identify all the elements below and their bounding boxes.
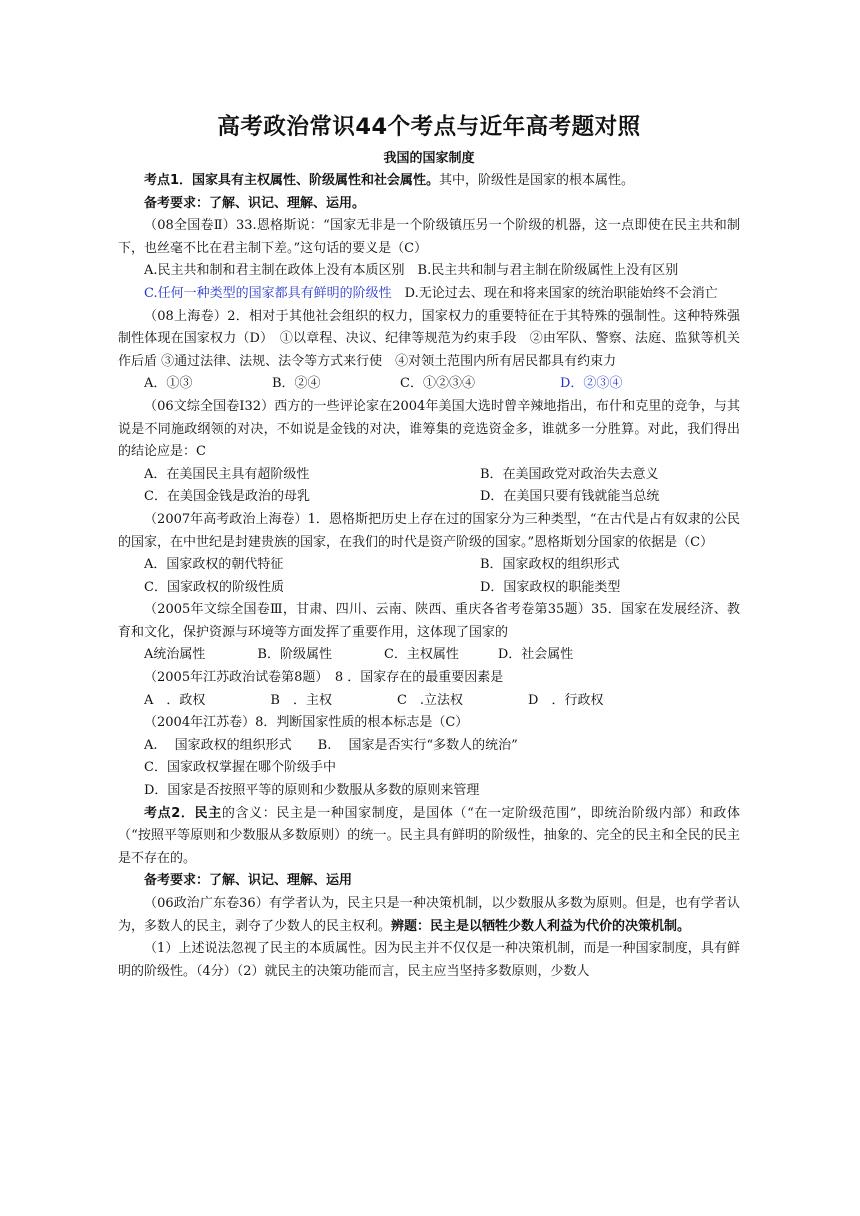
- keypoint-2: [118, 803, 740, 871]
- question-3-option-a: A．在美国民主具有超阶级性: [144, 466, 310, 482]
- question-3-stem: （06文综全国卷I32）西方的一些评论家在2004年美国大选时曾辛辣地指出，布什和克里的竞争，与其说是不同施政纲领的对决，不如说是金钱的对决，谁筹集的竞选资金多，谁就多一分胜算。对此，我们得出的结论应是：C: [118, 398, 740, 460]
- keypoint-1-requirement: 备考要求：了解、识记、理解、运用。: [144, 195, 366, 211]
- question-2-options: [118, 373, 740, 396]
- question-3-options-ab: [118, 464, 740, 487]
- question-4-option-d: D．国家政权的职能类型: [480, 579, 621, 595]
- question-3-option-b: B．在美国政党对政治失去意义: [480, 466, 659, 482]
- question-2-option-d: D．②③④: [560, 376, 623, 392]
- question-8-stem: [118, 893, 740, 938]
- keypoint-2-text: 的含义：民主是一种国家制度，是国体（“在一定阶级范围”，即统治阶级内部）和政体（“按照平等原则和少数服从多数原则）的统一。民主具有鲜明的阶级性，抽象的、完全的民主和全民的民主是不存在的。: [118, 805, 741, 866]
- question-5-stem: （2005年文综全国卷Ⅲ，甘肃、四川、云南、陕西、重庆各省考卷第35题）35．国家在发展经济、教育和文化，保护资源与环境等方面发挥了重要作用，这体现了国家的: [118, 602, 740, 640]
- question-1-options-ab: A.民主共和制和君主制在政体上没有本质区别 B.民主共和制与君主制在阶级属性上没有区别: [144, 263, 679, 279]
- question-4-options-ab: [118, 554, 740, 577]
- question-4-stem: （2007年高考政治上海卷）1．恩格斯把历史上存在过的国家分为三种类型，“在古代是占有奴隶的公民的国家，在中世纪是封建贵族的国家，在我们的时代是资产阶级的国家。”恩格斯划分国家的依据是（C）: [118, 511, 740, 550]
- question-7-stem: （2004年江苏卷）8．判断国家性质的根本标志是（C）: [144, 715, 469, 731]
- question-4-options-cd: [118, 577, 740, 600]
- question-7-option-d: D．国家是否按照平等的原则和少数服从多数的原则来管理: [144, 783, 480, 799]
- question-8-answer: （1）上述说法忽视了民主的本质属性。因为民主并不仅仅是一种决策机制，而是一种国家制度，具有鲜明的阶级性。（4分）（2）就民主的决策功能而言，民主应当坚持多数原则，少数人: [118, 941, 740, 979]
- question-4-option-c: C．国家政权的阶级性质: [144, 579, 284, 595]
- keypoint-1: [118, 170, 740, 193]
- question-7-option-c: C．国家政权掌握在哪个阶级手中: [144, 760, 336, 776]
- question-2-option-c: C．①②③④: [400, 376, 475, 392]
- question-2-option-b: B．②④: [272, 376, 321, 392]
- keypoint-2-requirement: 备考要求：了解、识记、理解、运用: [144, 873, 353, 889]
- question-2-option-a: A．①③: [144, 376, 193, 392]
- question-6-options: A ．政权 B ．主权 C .立法权 D ．行政权: [144, 692, 604, 708]
- question-1-options-cd: [118, 283, 740, 306]
- document-page: [118, 110, 740, 983]
- question-1-option-c: C.任何一种类型的国家都具有鲜明的阶级性: [144, 285, 392, 301]
- question-1-option-d: D.无论过去、现在和将来国家的统治职能始终不会消亡: [391, 285, 718, 301]
- document-title: 高考政治常识44个考点与近年高考题对照: [217, 114, 641, 140]
- question-3-options-cd: [118, 486, 740, 509]
- question-5-options: A统治属性 B．阶级属性 C．主权属性 D．社会属性: [144, 647, 574, 663]
- question-8-text: （06政治广东卷36）有学者认为，民主只是一种决策机制，以少数服从多数为原则。但是，也有学者认为，多数人的民主，剥夺了少数人的民主权利。: [118, 896, 740, 934]
- question-4-option-b: B．国家政权的组织形式: [480, 557, 620, 573]
- question-8-prompt: 辨题：民主是以牺牲少数人利益为代价的决策机制。: [391, 918, 691, 934]
- question-1-stem: （08全国卷Ⅱ）33.恩格斯说：“国家无非是一个阶级镇压另一个阶级的机器，这一点即使在民主共和制下，也丝毫不比在君主制下差。”这句话的要义是（C）: [118, 218, 740, 256]
- question-3-option-d: D．在美国只要有钱就能当总统: [480, 489, 660, 505]
- question-6-stem: （2005年江苏政治试卷第8题） 8 ．国家存在的最重要因素是: [144, 670, 504, 686]
- keypoint-1-heading: 考点1．国家具有主权属性、阶级属性和社会属性。: [144, 173, 440, 188]
- question-2-stem: （08上海卷）2．相对于其他社会组织的权力，国家权力的重要特征在于其特殊的强制性。这种特殊强制性体现在国家权力（D） ①以章程、决议、纪律等规范为约束手段 ②由军队、警察、法庭、监狱等机关作后盾 ③通过法律、法规、法令等方式来行使 ④对领土范围内所有居民都具有约束力: [118, 308, 740, 369]
- keypoint-1-text: 其中，阶级性是国家的根本属性。: [439, 173, 635, 188]
- section-title: 我国的国家制度: [383, 151, 475, 166]
- question-3-option-c: C．在美国金钱是政治的母乳: [144, 489, 310, 505]
- question-7-options-ab: A. 国家政权的组织形式 B. 国家是否实行“多数人的统治”: [144, 737, 518, 753]
- question-4-option-a: A．国家政权的朝代特征: [144, 557, 284, 573]
- keypoint-2-heading: 考点2．民主: [144, 805, 222, 821]
